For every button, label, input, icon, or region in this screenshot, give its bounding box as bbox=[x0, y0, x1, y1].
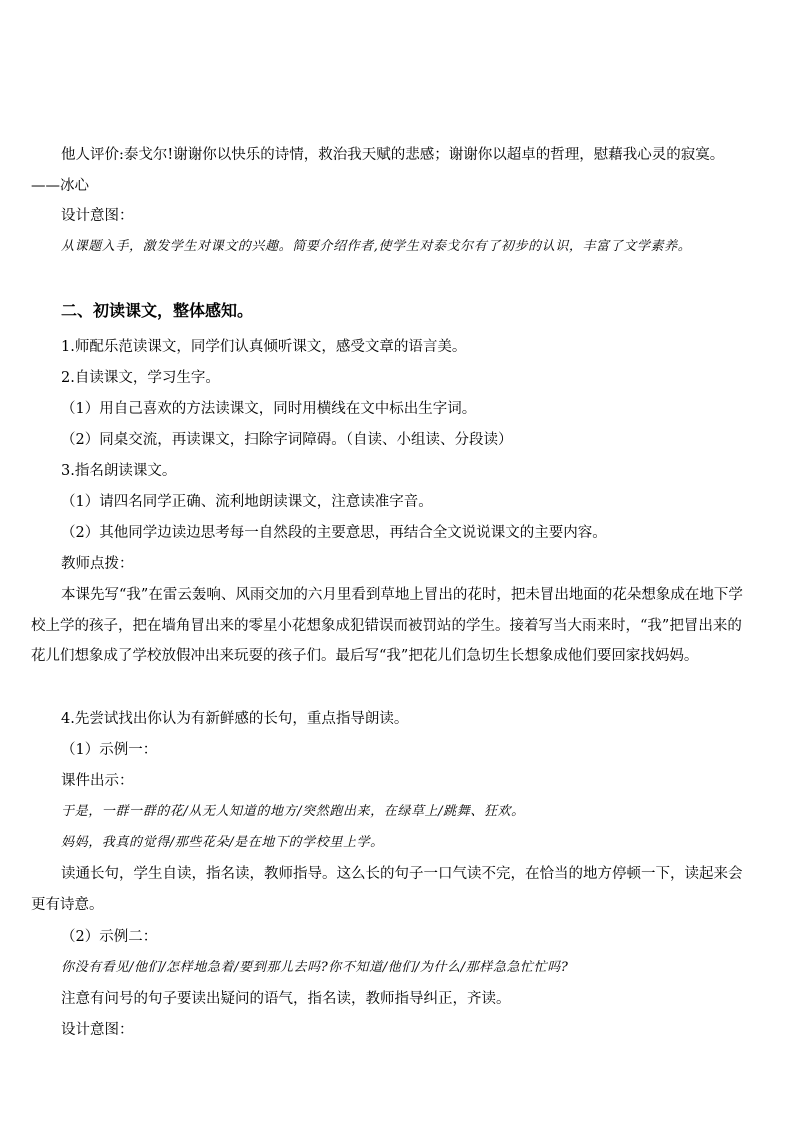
paragraph-example-sentence-2: 妈妈，我真的觉得/那些花朵/是在地下的学校里上学。 bbox=[61, 835, 384, 850]
paragraph-step-3-1: （1）请四名同学正确、流利地朗读课文，注意读准字音。 bbox=[61, 494, 433, 510]
paragraph-example-2-label: （2）示例二： bbox=[61, 929, 158, 945]
paragraph-evaluation-quote: 他人评价:泰戈尔!谢谢你以快乐的诗情，救治我天赋的悲感；谢谢你以超卓的哲理，慰藉我心灵的寂寞。——冰心 bbox=[31, 147, 725, 194]
section-heading-2: 二、初读课文，整体感知。 bbox=[61, 301, 254, 320]
paragraph-courseware-label: 课件出示： bbox=[61, 773, 134, 789]
paragraph-example-1-label: （1）示例一： bbox=[61, 742, 158, 758]
paragraph-step-2-2: （2）同桌交流，再读课文，扫除字词障碍。（自读、小组读、分段读） bbox=[61, 432, 513, 448]
paragraph-step-1: 1.师配乐范读课文，同学们认真倾听课文，感受文章的语言美。 bbox=[61, 339, 467, 355]
paragraph-design-intent-label: 设计意图： bbox=[61, 208, 134, 224]
paragraph-reading-guidance: 读通长句，学生自读，指名读，教师指导。这么长的句子一口气读不完，在恰当的地方停顿一下，读起来会更有诗意。 bbox=[31, 866, 743, 913]
paragraph-example-sentence-1: 于是，一群一群的花/从无人知道的地方/突然跑出来，在绿草上/跳舞、狂欢。 bbox=[61, 804, 525, 819]
paragraph-teacher-guidance-text: 本课先写“我”在雷云轰响、风雨交加的六月里看到草地上冒出的花时，把未冒出地面的花朵想象成在地下学校上学的孩子，把在墙角冒出来的零星小花想象成犯错误而被罚站的学生。接着写当大雨来时，“我”把冒出来的花儿们想象成了学校放假冲出来玩耍的孩子们。最后写“我”把花儿们急切生长想象成他们要回家找妈妈。 bbox=[31, 587, 743, 664]
paragraph-example-sentence-3: 你没有看见/他们/怎样地急着/要到那儿去吗?你不知道/他们/为什么/那样急急忙忙吗? bbox=[61, 960, 569, 975]
paragraph-step-2: 2.自读课文，学习生字。 bbox=[61, 370, 220, 386]
paragraph-design-intent-label-2: 设计意图： bbox=[61, 1022, 134, 1038]
paragraph-question-tone: 注意有问号的句子要读出疑问的语气，指名读，教师指导纠正，齐读。 bbox=[61, 991, 511, 1007]
paragraph-step-3: 3.指名朗读课文。 bbox=[61, 463, 177, 479]
paragraph-step-4: 4.先尝试找出你认为有新鲜感的长句，重点指导朗读。 bbox=[61, 711, 409, 727]
paragraph-step-3-2: （2）其他同学边读边思考每一自然段的主要意思，再结合全文说说课文的主要内容。 bbox=[61, 525, 607, 541]
paragraph-design-intent-text: 从课题入手，激发学生对课文的兴趣。简要介绍作者,使学生对泰戈尔有了初步的认识，丰富了文学素养。 bbox=[61, 239, 692, 254]
paragraph-teacher-guidance-label: 教师点拨： bbox=[61, 556, 134, 572]
paragraph-step-2-1: （1）用自己喜欢的方法读课文，同时用横线在文中标出生字词。 bbox=[61, 401, 477, 417]
